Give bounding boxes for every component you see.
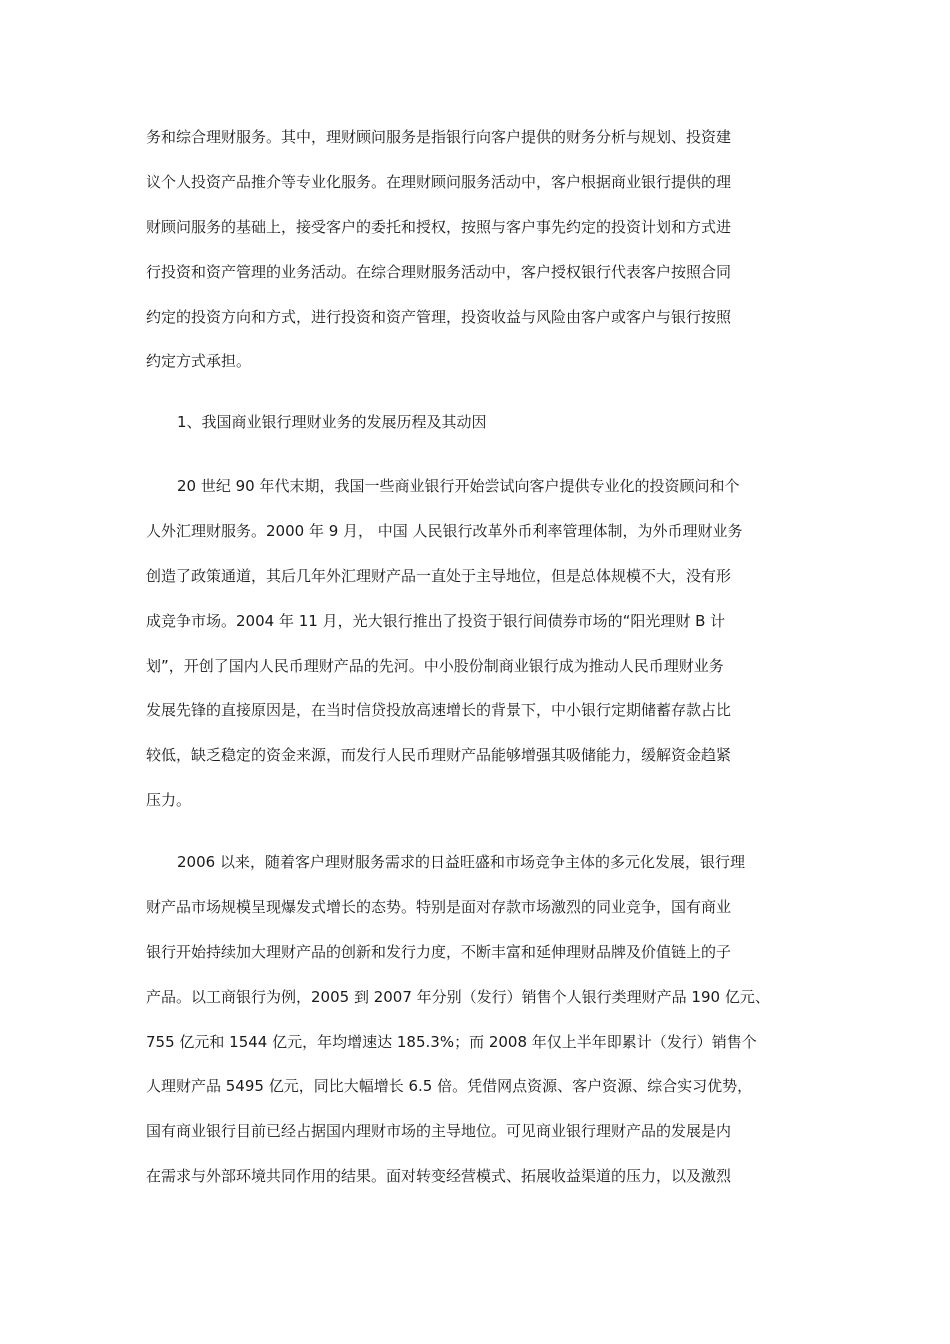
text-line: 务和综合理财服务。其中，理财顾问服务是指银行向客户提供的财务分析与规划、投资建 xyxy=(146,128,732,146)
text-line: 20 世纪 90 年代末期，我国一些商业银行开始尝试向客户提供专业化的投资顾问和个 xyxy=(177,477,740,495)
text-line: 成竞争市场。2004 年 11 月，光大银行推出了投资于银行间债券市场的“阳光理财 B 计 xyxy=(146,611,726,630)
text-line: 约定的投资方向和方式，进行投资和资产管理，投资收益与风险由客户或客户与银行按照 xyxy=(146,307,732,326)
paragraph-intro xyxy=(146,115,806,384)
text-line: 755 亿元和 1544 亿元，年均增速达 185.3%；而 2008 年仅上半年即累计（发行）销售个 xyxy=(146,1032,757,1051)
text-line: 议个人投资产品推介等专业化服务。在理财顾问服务活动中，客户根据商业银行提供的理 xyxy=(146,172,732,191)
text-line: 约定方式承担。 xyxy=(146,352,252,371)
text-line: 财顾问服务的基础上，接受客户的委托和授权，按照与客户事先约定的投资计划和方式进 xyxy=(146,217,732,236)
text-line: 财产品市场规模呈现爆发式增长的态势。特别是面对存款市场激烈的同业竞争，国有商业 xyxy=(146,897,732,916)
text-line: 发展先锋的直接原因是，在当时信贷投放高速增长的背景下，中小银行定期储蓄存款占比 xyxy=(146,701,732,720)
paragraph-history xyxy=(146,464,806,823)
text-line: 创造了政策通道，其后几年外汇理财产品一直处于主导地位，但是总体规模不大，没有形 xyxy=(146,566,732,585)
section-heading xyxy=(146,400,806,445)
text-line: 行投资和资产管理的业务活动。在综合理财服务活动中，客户授权银行代表客户按照合同 xyxy=(146,262,732,281)
text-line: 人外汇理财服务。2000 年 9 月， 中国 人民银行改革外币利率管理体制，为外币理财业务 xyxy=(146,521,743,540)
text-line: 银行开始持续加大理财产品的创新和发行力度，不断丰富和延伸理财品牌及价值链上的子 xyxy=(146,942,732,961)
text-line: 压力。 xyxy=(146,791,192,810)
text-line: 人理财产品 5495 亿元，同比大幅增长 6.5 倍。凭借网点资源、客户资源、综合实习优势， xyxy=(146,1077,753,1096)
paragraph-growth xyxy=(146,840,806,1199)
text-line: 国有商业银行目前已经占据国内理财市场的主导地位。可见商业银行理财产品的发展是内 xyxy=(146,1122,732,1141)
text-line: 产品。以工商银行为例，2005 到 2007 年分别（发行）销售个人银行类理财产品 190 亿元、 xyxy=(146,987,770,1006)
text-line: 划”，开创了国内人民币理财产品的先河。中小股份制商业银行成为推动人民币理财业务 xyxy=(146,656,724,675)
text-line: 较低，缺乏稳定的资金来源，而发行人民币理财产品能够增强其吸储能力，缓解资金趋紧 xyxy=(146,746,732,765)
text-line: 在需求与外部环境共同作用的结果。面对转变经营模式、拓展收益渠道的压力，以及激烈 xyxy=(146,1167,732,1186)
heading-line: 1、我国商业银行理财业务的发展历程及其动因 xyxy=(177,413,487,431)
text-line: 2006 以来，随着客户理财服务需求的日益旺盛和市场竞争主体的多元化发展，银行理 xyxy=(177,853,745,871)
